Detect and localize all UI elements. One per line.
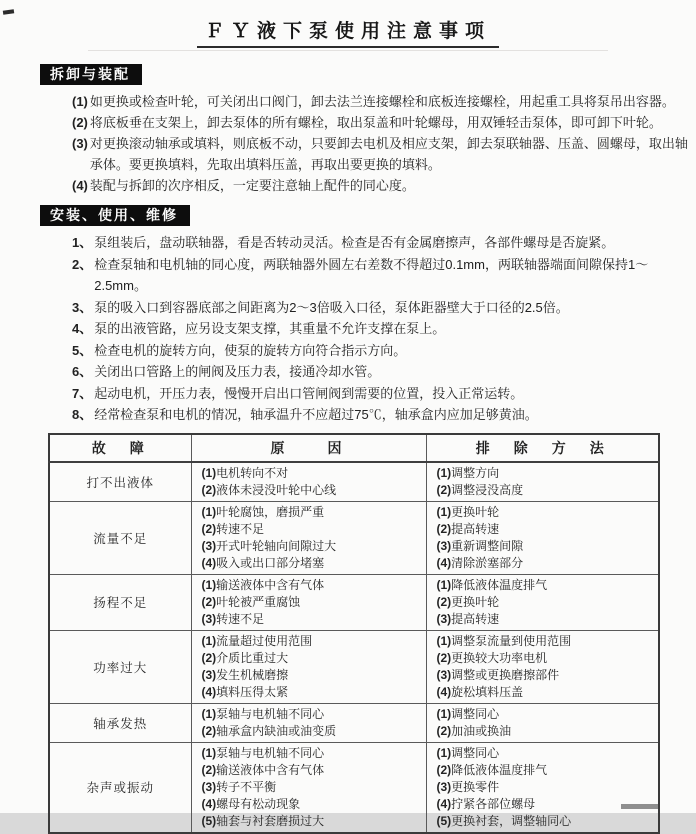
cell-line: (2)液体未浸没叶轮中心线 xyxy=(201,482,337,497)
cell-line: (1)输送液体中含有气体 xyxy=(201,577,325,592)
cell-line: (2)转速不足 xyxy=(201,521,265,536)
cell-line: (4)填料压得太紧 xyxy=(201,684,289,699)
line-marker: (2) xyxy=(436,521,452,536)
item-marker: 5、 xyxy=(72,342,93,358)
fault-cell: 轴承发热 xyxy=(49,703,191,742)
cell-line: (2)调整浸没高度 xyxy=(436,482,524,497)
cell-line: (3)开式叶轮轴向间隙过大 xyxy=(201,538,337,553)
item-text: 关闭出口管路上的闸阀及压力表，接通冷却水管。 xyxy=(94,364,381,379)
disassembly-items xyxy=(72,91,688,196)
cell-line: (3)重新调整间隙 xyxy=(436,538,524,553)
item-text: 泵的吸入口到容器底部之间距离为2～3倍吸入口径，泵体距器壁大于口径的2.5倍。 xyxy=(94,299,569,315)
section-heading-disassembly: 拆卸与装配 xyxy=(40,64,142,85)
line-marker: (2) xyxy=(436,482,452,497)
line-marker: (1) xyxy=(436,577,452,592)
line-marker: (1) xyxy=(436,633,452,648)
instruction-item xyxy=(72,254,688,297)
item-marker: (1) xyxy=(72,94,88,109)
table-row xyxy=(49,742,659,833)
instruction-item xyxy=(72,383,688,405)
page-title: ＦＹ液下泵使用注意事项 xyxy=(197,16,499,48)
line-marker: (2) xyxy=(436,594,452,609)
item-marker: 7、 xyxy=(72,385,93,401)
instruction-item xyxy=(72,133,688,175)
cell-line: (3)转子不平衡 xyxy=(201,779,277,794)
table-row xyxy=(49,703,659,742)
instruction-item xyxy=(72,175,688,196)
instruction-item xyxy=(72,91,688,112)
cell-line: (1)泵轴与电机轴不同心 xyxy=(201,706,325,721)
instruction-item xyxy=(72,318,688,340)
cell-line: (3)更换零件 xyxy=(436,779,500,794)
line-marker: (1) xyxy=(201,577,217,592)
item-text: 将底板垂在支架上，卸去泵体的所有螺栓，取出泵盖和叶轮螺母，用双锤轻击泵体，即可卸下叶轮。 xyxy=(89,115,662,130)
item-marker: 3、 xyxy=(72,299,93,315)
cell-line: (1)调整泵流量到使用范围 xyxy=(436,633,572,648)
item-text: 泵组装后，盘动联轴器，看是否转动灵活。检查是否有金属磨擦声，各部件螺母是否旋紧。 xyxy=(94,235,615,250)
instruction-item xyxy=(72,112,688,133)
remedies-cell xyxy=(426,703,659,742)
cell-line: (2)更换叶轮 xyxy=(436,594,500,609)
line-marker: (4) xyxy=(436,555,452,570)
line-marker: (5) xyxy=(201,813,217,828)
title-block xyxy=(0,16,696,51)
cell-line: (1)流量超过使用范围 xyxy=(201,633,313,648)
line-marker: (3) xyxy=(436,538,452,553)
instruction-item xyxy=(72,361,688,383)
cell-line: (1)降低液体温度排气 xyxy=(436,577,548,592)
remedies-cell xyxy=(426,630,659,703)
troubleshooting-tbody xyxy=(49,462,659,833)
line-marker: (1) xyxy=(436,745,452,760)
fault-cell: 杂声或振动 xyxy=(49,742,191,833)
fault-cell: 功率过大 xyxy=(49,630,191,703)
table-header xyxy=(49,434,659,462)
remedies-cell xyxy=(426,501,659,574)
scan-artifact xyxy=(621,804,658,809)
item-marker: 6、 xyxy=(72,364,93,379)
cell-line: (5)更换衬套，调整轴同心 xyxy=(436,813,572,828)
cell-line: (1)调整同心 xyxy=(436,706,500,721)
remedies-cell xyxy=(426,574,659,630)
line-marker: (2) xyxy=(201,650,217,665)
item-text: 检查电机的旋转方向，使泵的旋转方向符合指示方向。 xyxy=(94,342,407,358)
line-marker: (4) xyxy=(201,555,217,570)
cell-line: (2)更换较大功率电机 xyxy=(436,650,548,665)
column-header-remedy: 排 除 方 法 xyxy=(426,434,659,462)
table-row xyxy=(49,574,659,630)
line-marker: (5) xyxy=(436,813,452,828)
line-marker: (1) xyxy=(201,504,217,519)
cell-line: (4)拧紧各部位螺母 xyxy=(436,796,536,811)
causes-cell xyxy=(191,462,426,502)
line-marker: (1) xyxy=(436,706,452,721)
item-marker: 1、 xyxy=(72,235,93,250)
item-text: 装配与拆卸的次序相反，一定要注意轴上配件的同心度。 xyxy=(89,178,415,193)
cell-line: (4)吸入或出口部分堵塞 xyxy=(201,555,325,570)
causes-cell xyxy=(191,574,426,630)
line-marker: (1) xyxy=(201,465,217,480)
cell-line: (2)降低液体温度排气 xyxy=(436,762,548,777)
cell-line: (4)清除淤塞部分 xyxy=(436,555,524,570)
item-text: 对更换滚动轴承或填料，则底板不动，只要卸去电机及相应支架，卸去泵联轴器、压盖、圆螺母，取出轴承体。要更换填料，先取出填料压盖，再取出要更换的填料。 xyxy=(89,136,688,172)
line-marker: (2) xyxy=(201,723,217,738)
line-marker: (1) xyxy=(201,706,217,721)
item-marker: 8、 xyxy=(72,407,93,422)
table-row xyxy=(49,501,659,574)
line-marker: (3) xyxy=(201,779,217,794)
line-marker: (3) xyxy=(201,611,217,626)
line-marker: (3) xyxy=(436,611,452,626)
instruction-item xyxy=(72,297,688,319)
instruction-item xyxy=(72,340,688,362)
line-marker: (3) xyxy=(201,538,217,553)
line-marker: (1) xyxy=(436,465,452,480)
line-marker: (1) xyxy=(201,745,217,760)
title-underline xyxy=(88,50,608,51)
cell-line: (1)电机转向不对 xyxy=(201,465,289,480)
line-marker: (2) xyxy=(201,594,217,609)
line-marker: (2) xyxy=(436,650,452,665)
troubleshooting-table xyxy=(48,433,660,834)
line-marker: (1) xyxy=(201,633,217,648)
item-text: 检查泵轴和电机轴的同心度，两联轴器外圆左右差数不得超过0.1mm，两联轴器端面间隙保持1～2.5mm。 xyxy=(94,256,649,293)
line-marker: (3) xyxy=(201,667,217,682)
fault-cell: 扬程不足 xyxy=(49,574,191,630)
line-marker: (4) xyxy=(201,684,217,699)
item-marker: 2、 xyxy=(72,256,93,272)
line-marker: (3) xyxy=(436,779,452,794)
item-text: 起动电机，开压力表，慢慢开启出口管闸阀到需要的位置，投入正常运转。 xyxy=(94,385,524,401)
item-text: 泵的出液管路，应另设支架支撑，其重量不允许支撑在泵上。 xyxy=(94,321,446,336)
item-marker: (3) xyxy=(72,136,88,151)
column-header-fault: 故 障 xyxy=(49,434,191,462)
instruction-item xyxy=(72,404,688,426)
cell-line: (1)叶轮腐蚀，磨损严重 xyxy=(201,504,325,519)
fault-cell: 流量不足 xyxy=(49,501,191,574)
item-marker: 4、 xyxy=(72,321,93,336)
scan-artifact xyxy=(3,9,14,14)
line-marker: (2) xyxy=(201,482,217,497)
installation-items xyxy=(72,232,688,426)
line-marker: (2) xyxy=(201,521,217,536)
cell-line: (2)介质比重过大 xyxy=(201,650,289,665)
table-row xyxy=(49,462,659,502)
cell-line: (2)输送液体中含有气体 xyxy=(201,762,325,777)
line-marker: (2) xyxy=(436,723,452,738)
causes-cell xyxy=(191,501,426,574)
section-heading-installation: 安装、使用、维修 xyxy=(40,205,190,226)
item-marker: (2) xyxy=(72,115,88,130)
line-marker: (2) xyxy=(201,762,217,777)
causes-cell xyxy=(191,703,426,742)
cell-line: (1)更换叶轮 xyxy=(436,504,500,519)
line-marker: (4) xyxy=(436,796,452,811)
item-text: 如更换或检查叶轮，可关闭出口阀门，卸去法兰连接螺栓和底板连接螺栓，用起重工具将泵吊出容器。 xyxy=(89,94,675,109)
cell-line: (2)提高转速 xyxy=(436,521,500,536)
remedies-cell xyxy=(426,462,659,502)
instruction-item xyxy=(72,232,688,254)
causes-cell xyxy=(191,742,426,833)
cell-line: (3)调整或更换磨擦部件 xyxy=(436,667,560,682)
cell-line: (1)泵轴与电机轴不同心 xyxy=(201,745,325,760)
cell-line: (3)提高转速 xyxy=(436,611,500,626)
remedies-cell xyxy=(426,742,659,833)
line-marker: (4) xyxy=(436,684,452,699)
cell-line: (1)调整方向 xyxy=(436,465,500,480)
line-marker: (1) xyxy=(436,504,452,519)
causes-cell xyxy=(191,630,426,703)
cell-line: (1)调整同心 xyxy=(436,745,500,760)
cell-line: (5)轴套与衬套磨损过大 xyxy=(201,813,325,828)
column-header-cause: 原 因 xyxy=(191,434,426,462)
item-marker: (4) xyxy=(72,178,88,193)
line-marker: (2) xyxy=(436,762,452,777)
table-row xyxy=(49,630,659,703)
fault-cell: 打不出液体 xyxy=(49,462,191,502)
line-marker: (3) xyxy=(436,667,452,682)
cell-line: (3)转速不足 xyxy=(201,611,265,626)
cell-line: (2)轴承盒内缺油或油变质 xyxy=(201,723,337,738)
line-marker: (4) xyxy=(201,796,217,811)
cell-line: (2)加油或换油 xyxy=(436,723,512,738)
section-installation xyxy=(0,205,696,426)
section-disassembly xyxy=(0,64,696,196)
cell-line: (3)发生机械磨擦 xyxy=(201,667,289,682)
cell-line: (4)螺母有松动现象 xyxy=(201,796,301,811)
item-text: 经常检查泵和电机的情况，轴承温升不应超过75℃，轴承盒内应加足够黄油。 xyxy=(94,407,538,422)
cell-line: (2)叶轮被严重腐蚀 xyxy=(201,594,301,609)
cell-line: (4)旋松填料压盖 xyxy=(436,684,524,699)
